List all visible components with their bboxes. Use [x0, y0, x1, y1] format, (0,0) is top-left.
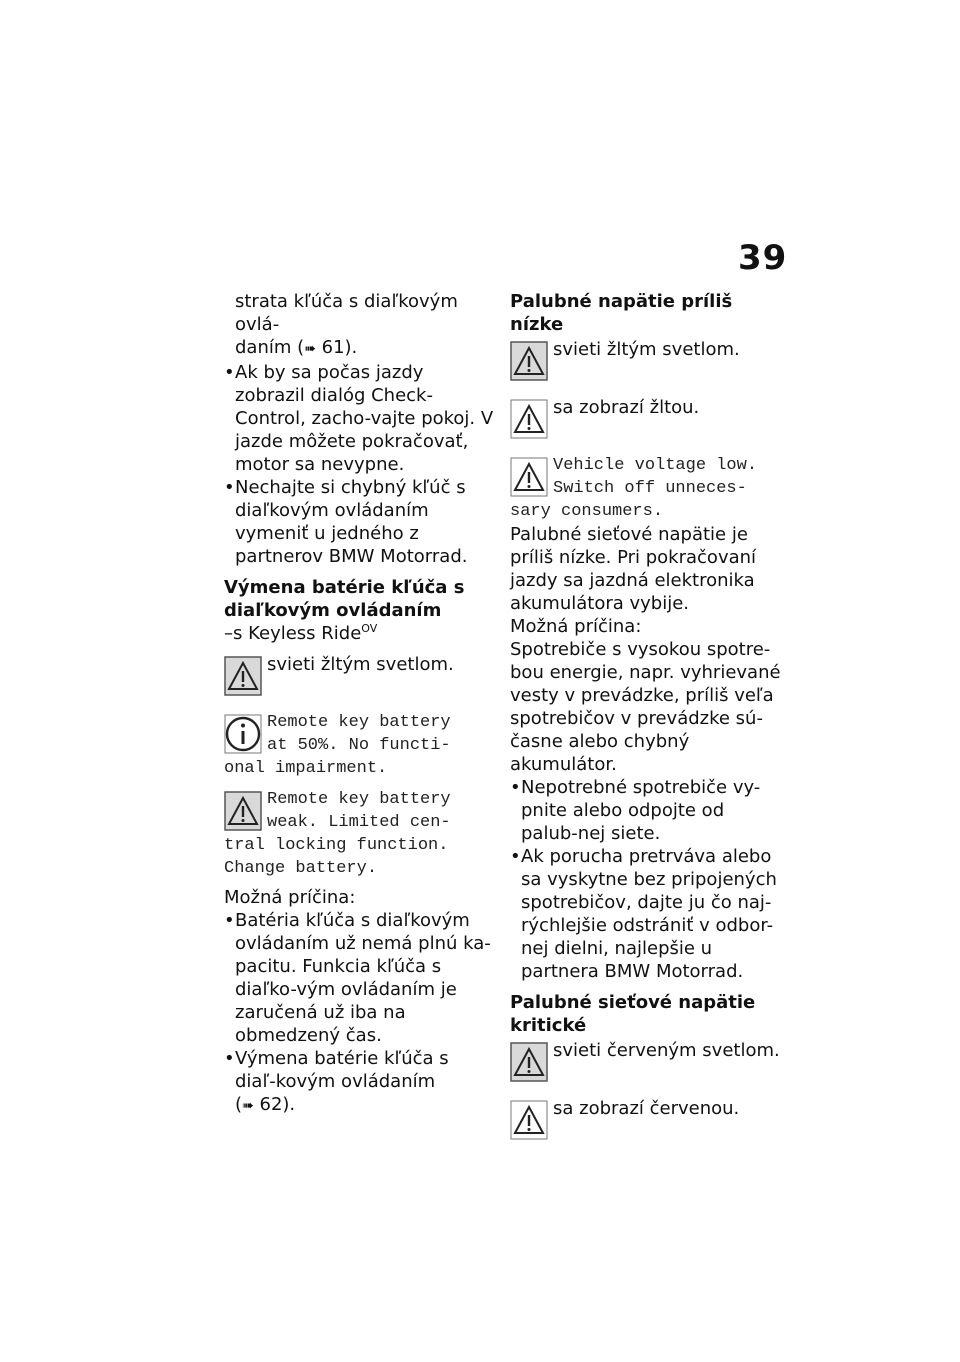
cause-label: Možná príčina:	[224, 887, 356, 908]
critical-display: sa zobrazí červenou.	[510, 1097, 785, 1147]
warning-triangle-icon	[510, 1100, 548, 1140]
warning-triangle-icon	[510, 1042, 548, 1082]
section-subheading: –s Keyless Ride$^{OV}$	[224, 622, 378, 644]
warning-triangle-icon	[510, 457, 548, 497]
warning-triangle-icon	[224, 656, 262, 696]
warning-message: Vehicle voltage low. Switch off unneces- sary consumers.	[510, 456, 758, 521]
warning-triangle-icon	[510, 399, 548, 439]
list-item: • Batéria kľúča s diaľkovým ovládaním už nemá plnú ka-pacitu. Funkcia kľúča s diaľko-vým ovládaním je zaručená už iba na obmedzený čas.	[224, 909, 494, 1047]
right-column	[510, 290, 785, 1147]
section-heading: Palubné sieťové napätie kritické	[510, 992, 756, 1036]
list-item: • Ak by sa počas jazdy zobrazil dialóg Check-Control, zacho-vajte pokoj. V jazde môžete pokračovať, motor sa nevypne.	[224, 361, 494, 476]
warning-indicator: svieti žltým svetlom.	[224, 653, 494, 703]
warning-triangle-icon	[510, 341, 548, 381]
list-item: • Nechajte si chybný kľúč s diaľkovým ovládaním vymeniť u jedného z partnerov BMW Motorrad.	[224, 476, 494, 568]
warning-indicator: svieti žltým svetlom.	[510, 338, 785, 388]
warning-triangle-icon	[224, 791, 262, 831]
warning-message: Remote key battery weak. Limited cen- tral locking function. Change battery.	[224, 790, 451, 878]
list-item: • Výmena batérie kľúča s diaľ-kovým ovládaním (➠ 62).	[224, 1047, 494, 1118]
section-heading: Palubné napätie príliš nízke	[510, 291, 733, 335]
info-message: Remote key battery at 50%. No functi- onal impairment.	[224, 713, 451, 778]
intro-text: strata kľúča s diaľkovým ovlá- daním (➠ 61).	[235, 291, 458, 358]
cause-text: Spotrebiče s vysokou spotre-bou energie, napr. vyhrievané vesty v prevádzke, príliš veľa spotrebičov v prevádzke sú-časne alebo chybný akumulátor.	[510, 639, 781, 775]
reference-arrow-icon: ➠	[242, 1098, 254, 1114]
page-number: 39	[738, 238, 788, 278]
critical-indicator: svieti červeným svetlom.	[510, 1039, 785, 1089]
description-text: Palubné sieťové napätie je príliš nízke. Pri pokračovaní jazdy sa jazdná elektronika akumulátora vybije.	[510, 524, 757, 614]
reference-arrow-icon: ➠	[304, 341, 316, 357]
warning-display: sa zobrazí žltou.	[510, 396, 785, 446]
left-column	[224, 290, 494, 1118]
list-item: • Ak porucha pretrváva alebo sa vyskytne bez pripojených spotrebičov, dajte ju čo naj-rýchlejšie odstrániť v odbor-nej dielni, najlepšie u partnera BMW Motorrad.	[510, 845, 785, 983]
info-icon	[224, 714, 262, 754]
section-heading: Výmena batérie kľúča s diaľkovým ovládaním	[224, 577, 465, 621]
list-item: • Nepotrebné spotrebiče vy-pnite alebo odpojte od palub-nej siete.	[510, 776, 785, 845]
cause-label: Možná príčina:	[510, 616, 642, 637]
